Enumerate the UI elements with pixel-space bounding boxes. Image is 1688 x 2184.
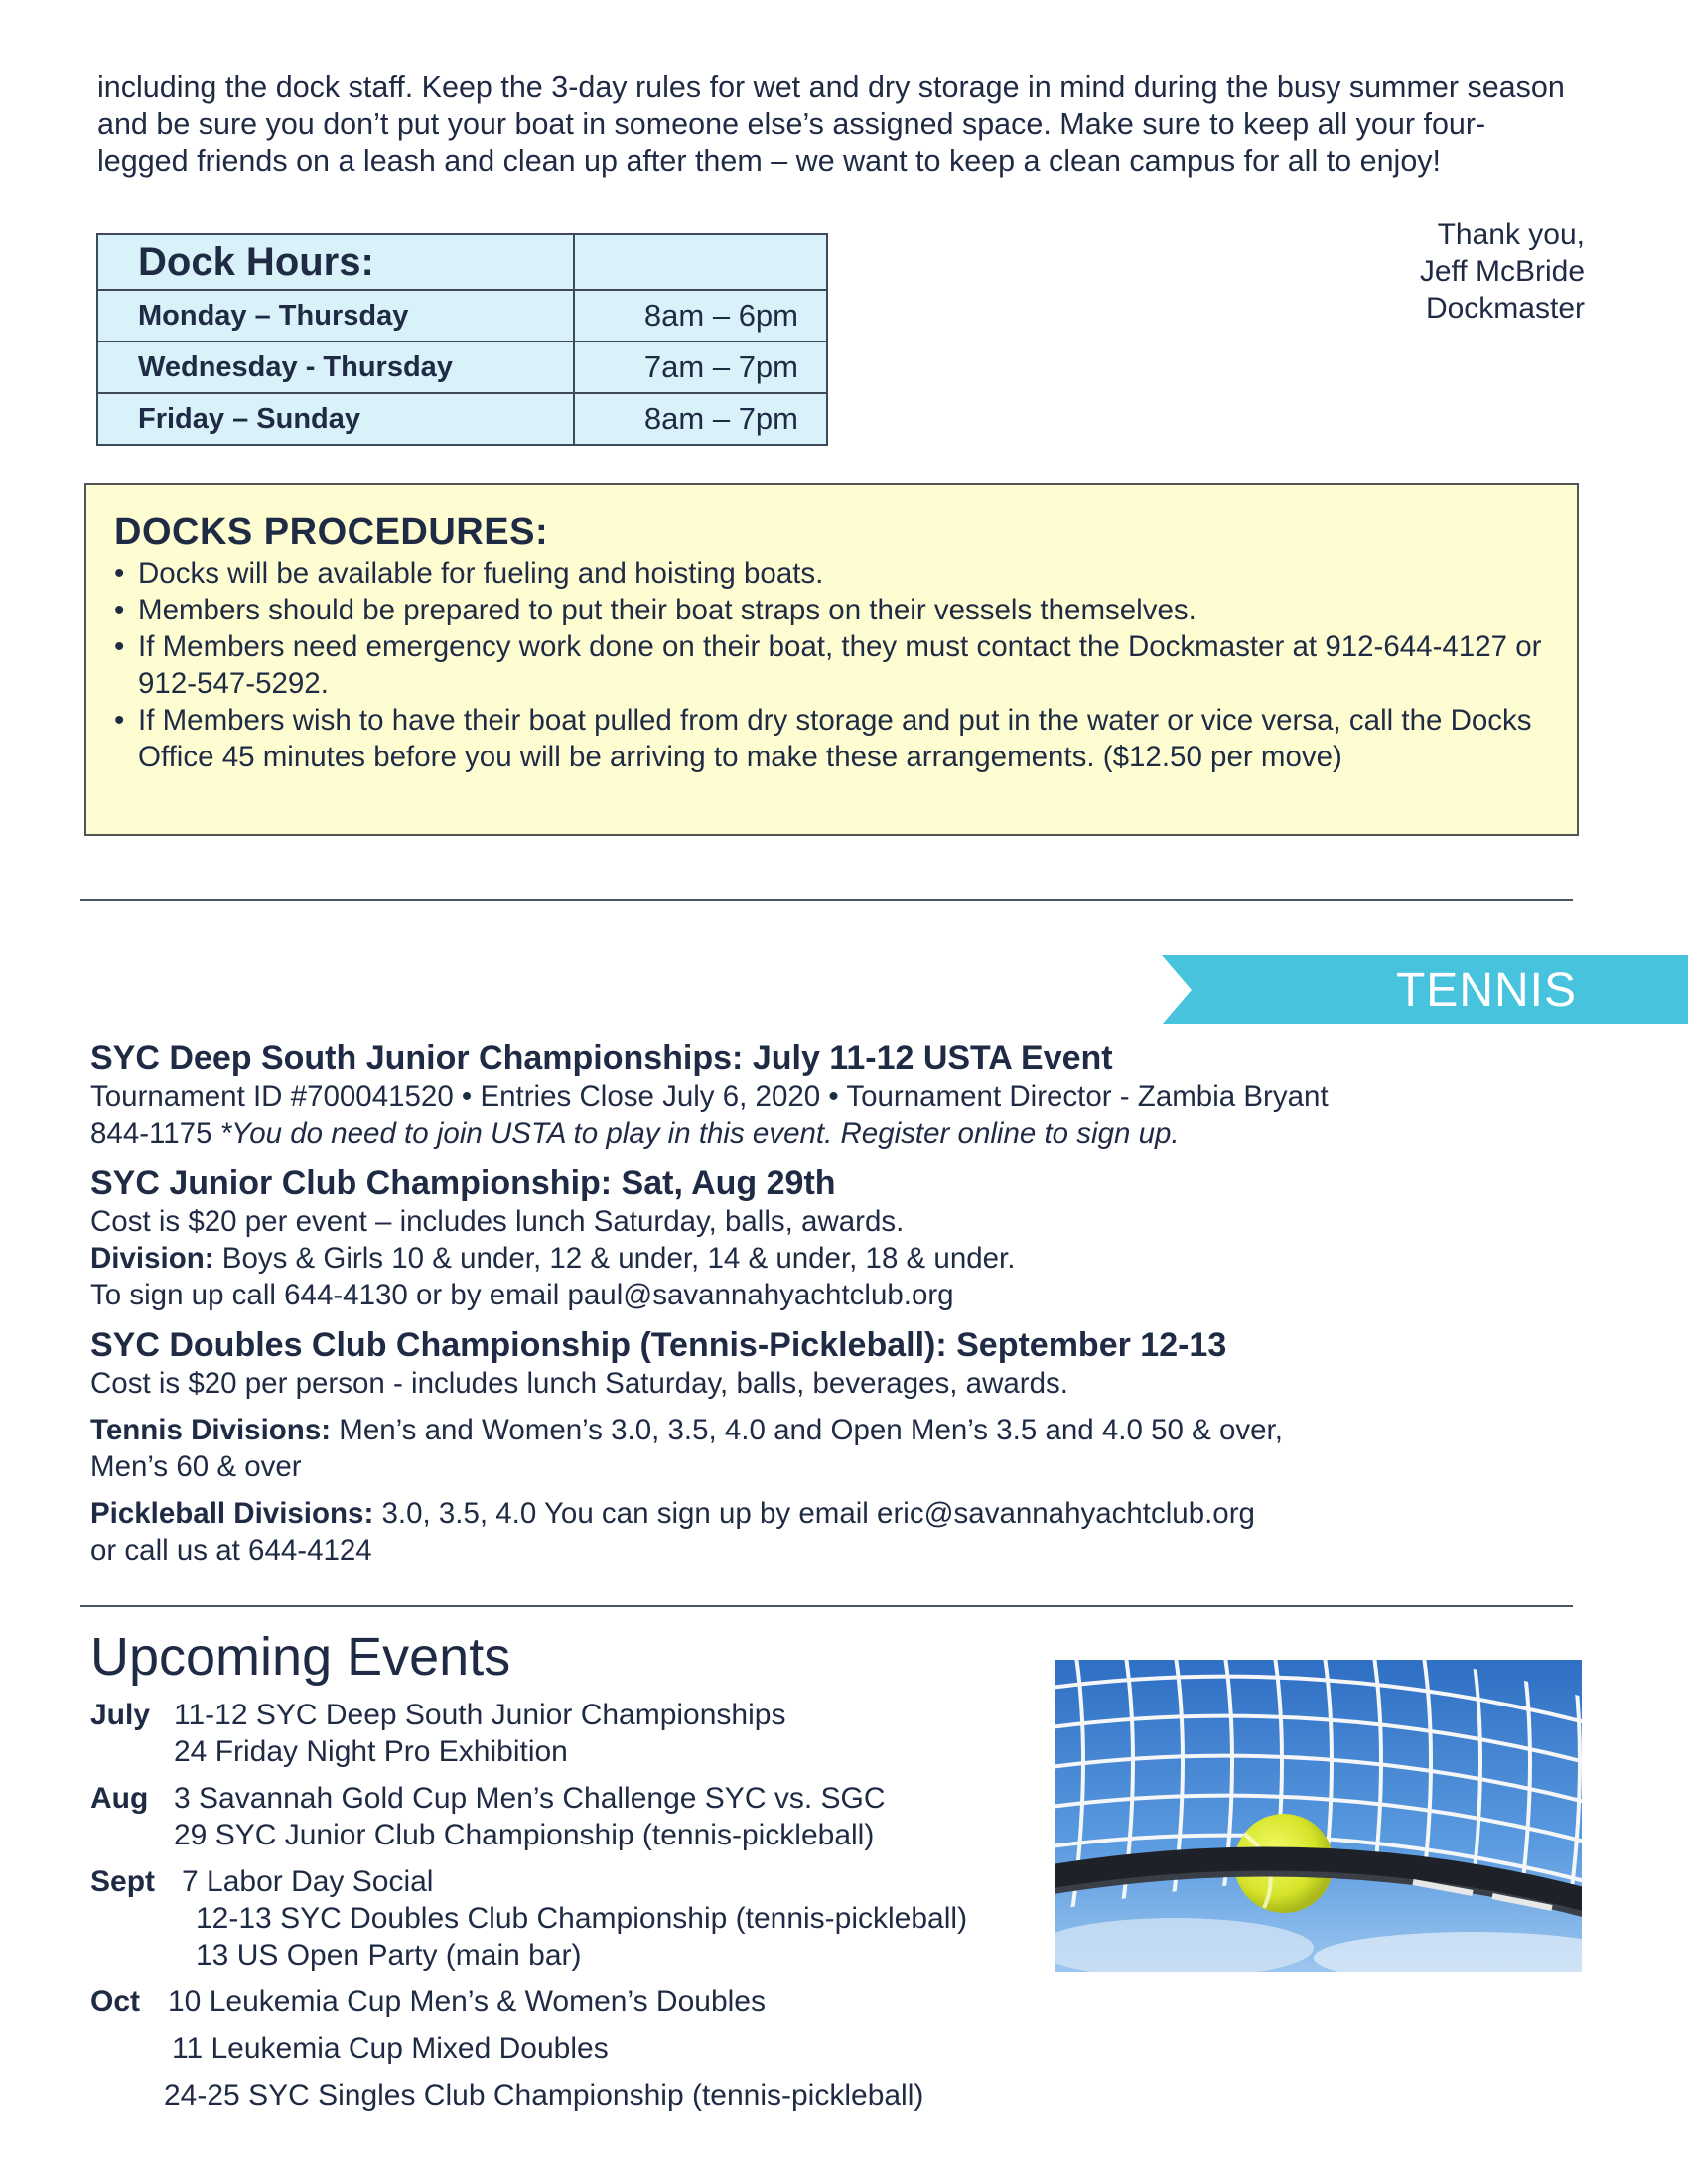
- tennis-events: [90, 1038, 1600, 1569]
- tennis-event: [90, 1038, 1600, 1152]
- list-item: 3 Savannah Gold Cup Men’s Challenge SYC vs. SGC: [174, 1782, 886, 1815]
- dock-hours-time: 8am – 7pm: [574, 393, 827, 445]
- list-item: 24 Friday Night Pro Exhibition: [174, 1735, 568, 1768]
- list-item: 11-12 SYC Deep South Junior Championships: [174, 1699, 786, 1731]
- procedure-text: If Members need emergency work done on their boat, they must contact the Dockmaster at 912-644-4127 or 912-547-5292.: [138, 630, 1542, 700]
- event-title: SYC Deep South Junior Championships: July 11-12 USTA Event: [90, 1039, 1113, 1077]
- month-group-aug: [90, 1780, 1083, 1853]
- event-title: SYC Junior Club Championship: Sat, Aug 29th: [90, 1164, 836, 1202]
- list-item: [114, 555, 1547, 592]
- event-note: *You do need to join USTA to play in this event. Register online to sign up.: [219, 1117, 1180, 1150]
- month-items: [164, 1983, 1083, 2114]
- division-text: Boys & Girls 10 & under, 12 & under, 14 & under, 18 & under.: [213, 1242, 1016, 1275]
- event-cost: Cost is $20 per person - includes lunch Saturday, balls, beverages, awards.: [90, 1367, 1068, 1400]
- list-item: 10 Leukemia Cup Men’s & Women’s Doubles: [168, 1985, 766, 2018]
- list-item: [114, 702, 1547, 775]
- upcoming-events-title: Upcoming Events: [90, 1627, 511, 1687]
- procedure-text: Members should be prepared to put their boat straps on their vessels themselves.: [138, 594, 1196, 626]
- procedure-text: If Members wish to have their boat pulled from dry storage and put in the water or vice versa, call the Docks Office 45 minutes before you will be arriving to make these arrangements. ($12.50 per move): [138, 704, 1532, 773]
- month-label: Sept: [90, 1865, 156, 1898]
- list-item: 13 US Open Party (main bar): [196, 1939, 582, 1972]
- tennis-racket-photo: [1055, 1660, 1582, 1972]
- section-divider: [80, 899, 1573, 901]
- list-item: [114, 592, 1547, 628]
- month-group-july: [90, 1697, 1083, 1770]
- dock-hours-days: Monday – Thursday: [97, 290, 574, 341]
- tennis-event: [90, 1163, 1600, 1313]
- event-title: SYC Doubles Club Championship (Tennis-Pickleball): September 12-13: [90, 1326, 1227, 1364]
- signoff-title: Dockmaster: [1425, 292, 1585, 325]
- signoff: [1420, 216, 1585, 327]
- month-items: [182, 1863, 1083, 1974]
- upcoming-events: [90, 1625, 1083, 2123]
- bullet-icon: •: [114, 594, 125, 626]
- month-items: [174, 1697, 1083, 1770]
- event-division-cont: or call us at 644-4124: [90, 1534, 372, 1567]
- dock-hours-days: Friday – Sunday: [97, 393, 574, 445]
- table-row: [97, 341, 827, 393]
- list-item: 24-25 SYC Singles Club Championship (tennis-pickleball): [164, 2079, 924, 2112]
- division-label: Division:: [90, 1242, 214, 1275]
- list-item: 29 SYC Junior Club Championship (tennis-pickleball): [174, 1819, 875, 1851]
- month-items: [174, 1780, 1083, 1853]
- table-row: [97, 393, 827, 445]
- month-group-sept: [90, 1863, 1083, 1974]
- event-division: [90, 1240, 1600, 1277]
- docks-procedures-title: DOCKS PROCEDURES:: [114, 511, 549, 553]
- bullet-icon: •: [114, 630, 125, 663]
- intro-paragraph: including the dock staff. Keep the 3-day rules for wet and dry storage in mind during the busy summer season and be sure you don’t put your boat in someone else’s assigned space. Make sure to keep all your four-legged friends on a leash and clean up after them – we want to keep a clean campus for all to enjoy!: [97, 70, 1565, 178]
- signoff-greeting: Thank you,: [1437, 218, 1585, 251]
- division-text: 3.0, 3.5, 4.0 You can sign up by email eric@savannahyachtclub.org: [373, 1497, 1255, 1530]
- docks-procedures-list: [114, 555, 1547, 775]
- dock-hours-title: Dock Hours:: [97, 234, 574, 290]
- division-label: Pickleball Divisions:: [90, 1497, 374, 1530]
- list-item: 7 Labor Day Social: [182, 1865, 434, 1898]
- event-phone: 844-1175: [90, 1117, 220, 1150]
- list-item: 12-13 SYC Doubles Club Championship (tennis-pickleball): [196, 1902, 968, 1935]
- event-details: [90, 1115, 1600, 1152]
- event-cost: Cost is $20 per event – includes lunch Saturday, balls, awards.: [90, 1205, 905, 1238]
- event-signup: To sign up call 644-4130 or by email paul@savannahyachtclub.org: [90, 1279, 954, 1311]
- dock-hours-header-row: [97, 234, 827, 290]
- bullet-icon: •: [114, 557, 125, 590]
- month-label: Aug: [90, 1782, 149, 1815]
- list-item: [114, 628, 1547, 702]
- event-division-cont: Men’s 60 & over: [90, 1450, 302, 1483]
- tennis-racket-ball-image: [1055, 1660, 1582, 1972]
- dock-hours-time: 7am – 7pm: [574, 341, 827, 393]
- bullet-icon: •: [114, 704, 125, 737]
- tennis-banner: [1162, 955, 1688, 1024]
- dock-hours-days: Wednesday - Thursday: [97, 341, 574, 393]
- division-text: Men’s and Women’s 3.0, 3.5, 4.0 and Open Men’s 3.5 and 4.0 50 & over,: [331, 1414, 1283, 1446]
- event-division: [90, 1412, 1600, 1448]
- month-label: Oct: [90, 1985, 141, 2018]
- dock-hours-time: 8am – 6pm: [574, 290, 827, 341]
- month-group-oct: [90, 1983, 1083, 2114]
- section-divider: [80, 1605, 1573, 1607]
- list-item: 11 Leukemia Cup Mixed Doubles: [172, 2032, 609, 2065]
- dock-hours-header-empty: [574, 234, 827, 290]
- signoff-name: Jeff McBride: [1419, 255, 1585, 288]
- month-label: July: [90, 1699, 151, 1731]
- docks-procedures-box: [84, 483, 1579, 836]
- dock-hours-table: [96, 233, 828, 446]
- tennis-banner-label: TENNIS: [1395, 964, 1577, 1017]
- table-row: [97, 290, 827, 341]
- procedure-text: Docks will be available for fueling and hoisting boats.: [138, 557, 824, 590]
- tennis-event: [90, 1325, 1600, 1569]
- event-division: [90, 1495, 1600, 1532]
- division-label: Tennis Divisions:: [90, 1414, 332, 1446]
- event-details: Tournament ID #700041520 • Entries Close July 6, 2020 • Tournament Director - Zambia Bryant: [90, 1080, 1329, 1113]
